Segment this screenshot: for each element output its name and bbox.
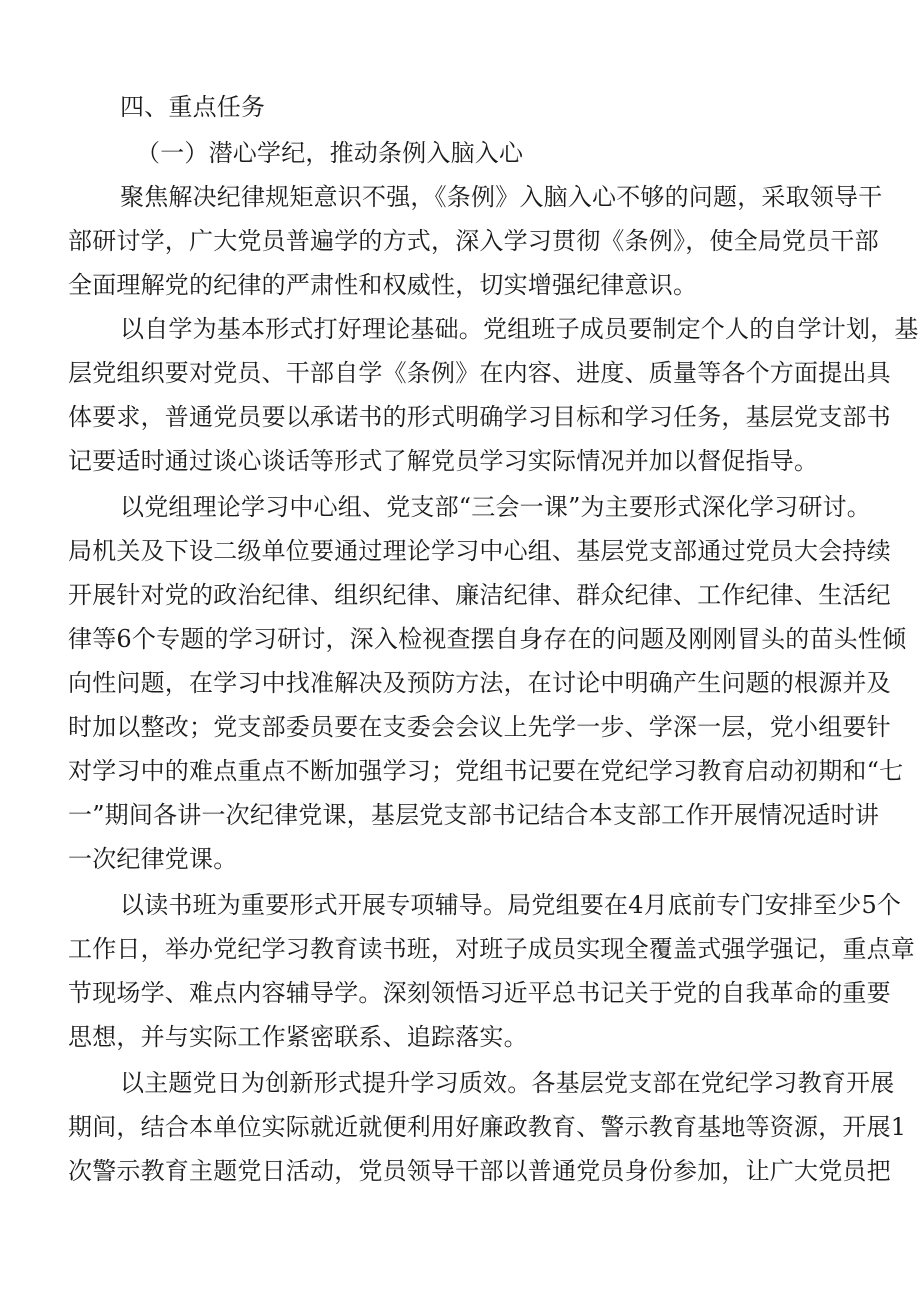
paragraph-4-line: 思想，并与实际工作紧密联系、追踪落实。 xyxy=(68,1023,528,1051)
paragraph-4-line: 节现场学、难点内容辅导学。深刻领悟习近平总书记关于党的自我革命的重要 xyxy=(68,979,891,1007)
paragraph-1-line: 全面理解党的纪律的严肃性和权威性，切实增强纪律意识。 xyxy=(68,271,698,299)
paragraph-5-line: 次警示教育主题党日活动，党员领导干部以普通党员身份参加，让广大党员把 xyxy=(68,1157,891,1185)
paragraph-2-line: 以自学为基本形式打好理论基础。党组班子成员要制定个人的自学计划，基 xyxy=(120,315,919,343)
paragraph-3-line: 向性问题，在学习中找准解决及预防方法，在讨论中明确产生问题的根源并及 xyxy=(68,669,891,697)
paragraph-3-line: 一”期间各讲一次纪律党课，基层党支部书记结合本支部工作开展情况适时讲 xyxy=(68,801,880,829)
paragraph-5-line: 以主题党日为创新形式提升学习质效。各基层党支部在党纪学习教育开展 xyxy=(120,1069,895,1097)
paragraph-3-line: 对学习中的难点重点不断加强学习；党组书记要在党纪学习教育启动初期和“七 xyxy=(68,757,904,785)
paragraph-3-line: 开展针对党的政治纪律、组织纪律、廉洁纪律、群众纪律、工作纪律、生活纪 xyxy=(68,581,891,609)
section-heading: 四、重点任务 xyxy=(120,93,266,121)
paragraph-2-line: 记要适时通过谈心谈话等形式了解党员学习实际情况并加以督促指导。 xyxy=(68,447,819,475)
paragraph-4-line: 工作日，举办党纪学习教育读书班，对班子成员实现全覆盖式强学强记，重点章 xyxy=(68,935,915,963)
paragraph-1-line: 部研讨学，广大党员普遍学的方式，深入学习贯彻《条例》，使全局党员干部 xyxy=(68,227,879,255)
paragraph-3-line: 律等6个专题的学习研讨，深入检视查摆自身存在的问题及刚刚冒头的苗头性倾 xyxy=(68,625,907,653)
subsection-heading: （一）潜心学纪，推动条例入脑入心 xyxy=(136,139,524,167)
paragraph-5-line: 期间，结合本单位实际就近就便利用好廉政教育、警示教育基地等资源，开展1 xyxy=(68,1113,907,1141)
paragraph-2-line: 层党组织要对党员、干部自学《条例》在内容、进度、质量等各个方面提出具 xyxy=(68,359,891,387)
paragraph-3-line: 局机关及下设二级单位要通过理论学习中心组、基层党支部通过党员大会持续 xyxy=(68,537,891,565)
paragraph-3-line: 时加以整改；党支部委员要在支委会会议上先学一步、学深一层，党小组要针 xyxy=(68,713,891,741)
paragraph-1-line: 聚焦解决纪律规矩意识不强，《条例》入脑入心不够的问题，采取领导干 xyxy=(120,183,883,211)
paragraph-4-line: 以读书班为重要形式开展专项辅导。局党组要在4月底前专门安排至少5个 xyxy=(120,891,902,919)
paragraph-3-line: 以党组理论学习中心组、党支部“三会一课”为主要形式深化学习研讨。 xyxy=(120,493,871,521)
paragraph-3-line: 一次纪律党课。 xyxy=(68,845,238,873)
paragraph-2-line: 体要求，普通党员要以承诺书的形式明确学习目标和学习任务，基层党支部书 xyxy=(68,403,891,431)
